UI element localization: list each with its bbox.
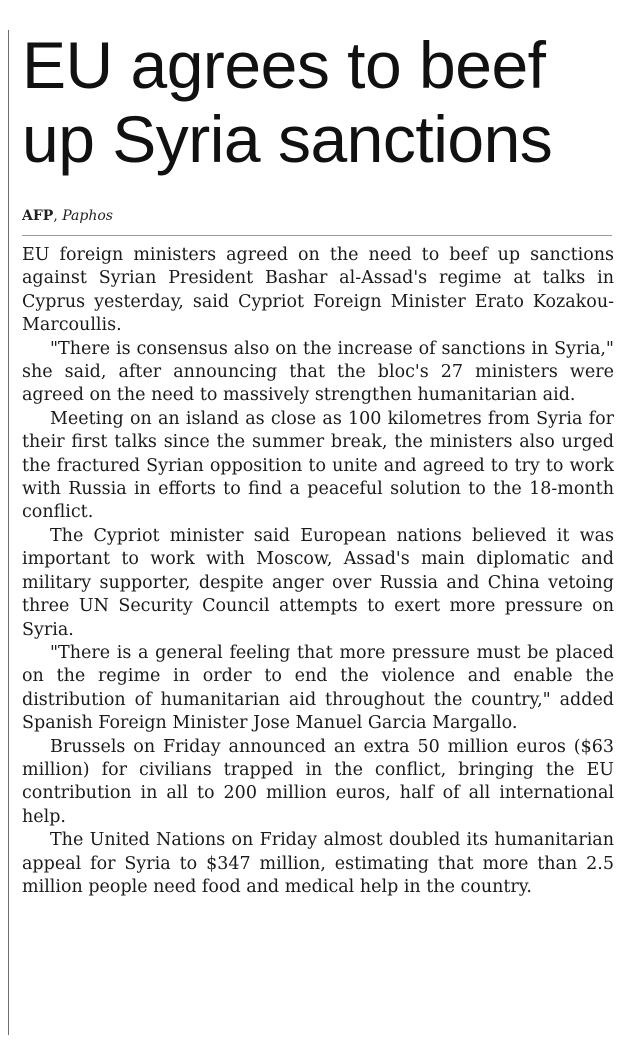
byline-divider bbox=[22, 235, 612, 236]
headline: EU agrees to beef up Syria sanctions bbox=[22, 28, 553, 176]
article-paragraph: The Cypriot minister said European nations believed it was important to work with Moscow, Assad's main diplomatic and military supporter, despite anger over Russia and China vetoing three UN Security Council attempts to exert more pressure on Syria. bbox=[22, 525, 614, 640]
news-agency: AFP bbox=[22, 208, 54, 224]
dateline-place: Paphos bbox=[62, 208, 113, 224]
dateline bbox=[22, 207, 113, 225]
article-paragraph: EU foreign ministers agreed on the need to beef up sanctions against Syrian President Bashar al-Assad's regime at talks in Cyprus yesterday, said Cypriot Foreign Minister Erato Kozakou-Marcoullis. bbox=[22, 245, 614, 336]
article-paragraph: Brussels on Friday announced an extra 50 million euros ($63 million) for civilians trapped in the conflict, bringing the EU contribution in all to 200 million euros, half of all international help. bbox=[22, 736, 614, 827]
article-paragraph: "There is consensus also on the increase of sanctions in Syria," she said, after announcing that the bloc's 27 ministers were agreed on the need to massively strengthen humanitarian aid. bbox=[22, 338, 614, 406]
article-body bbox=[22, 244, 614, 899]
dateline-separator: , bbox=[53, 208, 63, 224]
column-rule bbox=[8, 30, 9, 1035]
article-paragraph: The United Nations on Friday almost doubled its humanitarian appeal for Syria to $347 million, estimating that more than 2.5 million people need food and medical help in the country. bbox=[22, 830, 614, 897]
article-paragraph: "There is a general feeling that more pressure must be placed on the regime in order to end the violence and enable the distribution of humanitarian aid throughout the country," added Spanish Foreign Minister Jose Manuel Garcia Margallo. bbox=[22, 642, 614, 734]
article-paragraph: Meeting on an island as close as 100 kilometres from Syria for their first talks since the summer break, the ministers also urged the fractured Syrian opposition to unite and agreed to try to work with Russia in efforts to find a peaceful solution to the 18-month conflict. bbox=[22, 408, 614, 523]
